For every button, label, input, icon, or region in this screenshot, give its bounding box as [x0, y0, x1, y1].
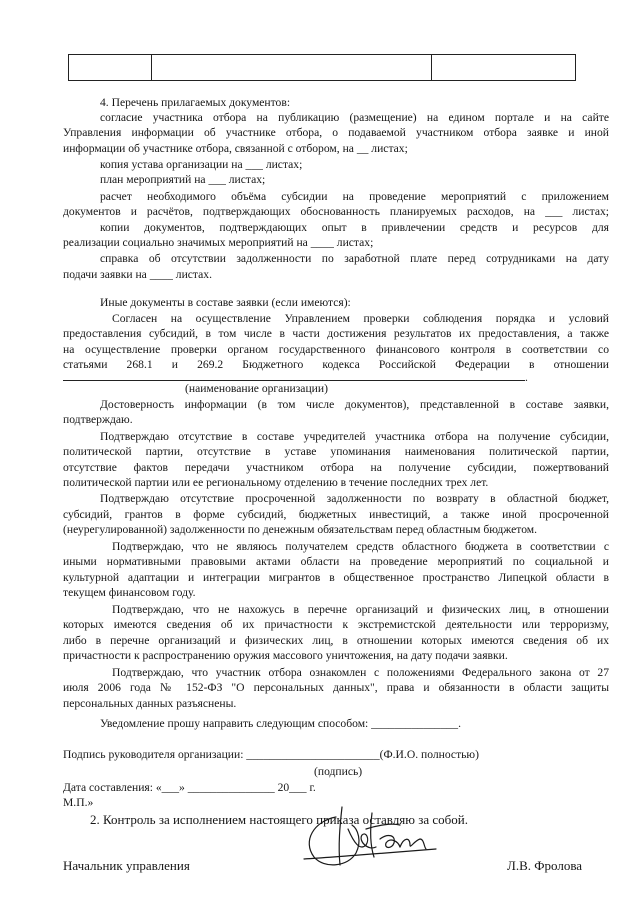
- stamp-mark: М.П.»: [63, 796, 94, 809]
- head-title: Начальник управления: [63, 858, 190, 873]
- debt-line: субсидий, грантов в форме субсидий, бюджетных инвестиций, а также иной просроченной: [63, 508, 609, 521]
- law-line: июля 2006 года № 152-ФЗ "О персональных данных", права и обязанности в области защиты: [63, 681, 609, 694]
- extremism-line: которых имеются сведения об их причастности к экстремистской деятельности или терроризму,: [63, 618, 609, 631]
- order-item-2: 2. Контроль за исполнением настоящего приказа оставляю за собой.: [90, 812, 468, 827]
- consent-line: предоставления субсидий, в том числе в части достижения результатов их предоставления, а также: [63, 327, 609, 340]
- date-line: Дата составления: «___» _______________ 20___ г.: [63, 781, 316, 794]
- parties-line: отсутствие фактов передачи участником отбора на получение субсидии, пожертвований: [63, 461, 609, 474]
- consent-line: на осуществление проверки органом государственного финансового контроля в соответствии со: [63, 343, 609, 356]
- debt-line: (неурегулированной) задолженности по денежным обязательствам перед областным бюджетом.: [63, 523, 538, 536]
- recipient-line: иными нормативными правовыми актами области на проведение мероприятий по социальной и: [63, 555, 609, 568]
- parties-line: политической партии, отсутствие в уставе упоминания наименования политической партии,: [63, 445, 609, 458]
- doc-list-line: расчет необходимого объёма субсидии на проведение мероприятий с приложением: [100, 190, 609, 203]
- doc-list-line: копии документов, подтверждающих опыт в привлечении средств и ресурсов для: [100, 221, 609, 234]
- other-docs-line: Иные документы в составе заявки (если имеются):: [100, 296, 351, 309]
- signature-line: Подпись руководителя организации: _______________________(Ф.И.О. полностью): [63, 748, 479, 761]
- doc-list-line: справка об отсутствии задолженности по заработной плате перед сотрудниками на дату: [100, 252, 609, 265]
- doc-list-line: план мероприятий на ___ листах;: [100, 173, 266, 186]
- doc-list-line: подачи заявки на ____ листах.: [63, 268, 212, 281]
- parties-line: политической партии или ее региональному отделению в течение последних трех лет.: [63, 476, 489, 489]
- doc-list-line: согласие участника отбора на публикацию (размещение) на едином портале и на сайте: [100, 111, 609, 124]
- extremism-line: либо в перечне организаций и физических лиц, в отношении которых имеются сведения об их: [63, 634, 609, 647]
- recipient-line: культурной адаптации и интеграции мигрантов в общественное пространство Липецкой области в: [63, 571, 609, 584]
- reliability-line: Достоверность информации (в том числе документов), представленной в составе заявки,: [100, 398, 609, 411]
- law-line: Подтверждаю, что участник отбора ознакомлен с положениями Федерального закона от 27: [112, 666, 609, 679]
- extremism-line: Подтверждаю, что не нахожусь в перечне организаций и физических лиц, в отношении: [112, 603, 609, 616]
- extremism-line: причастности к распространению оружия массового уничтожения, на дату подачи заявки.: [63, 649, 508, 662]
- signature-caption: (подпись): [314, 765, 363, 778]
- consent-line: статьями 268.1 и 269.2 Бюджетного кодекса Российской Федерации в отношении: [63, 358, 609, 371]
- org-name-blank: .: [63, 370, 609, 385]
- recipient-line: Подтверждаю, что не являюсь получателем средств областного бюджета в соответствии с: [112, 540, 609, 553]
- head-name: Л.В. Фролова: [507, 858, 583, 873]
- org-name-caption: (наименование организации): [185, 382, 328, 395]
- doc-list-line: реализации социально значимых мероприятий на ____ листах;: [63, 236, 374, 249]
- doc-list-line: документов и расчётов, подтверждающих обоснованность планируемых расходов, на ___ листах;: [63, 205, 609, 218]
- reliability-line: подтверждаю.: [63, 413, 133, 426]
- consent-line: Согласен на осуществление Управлением проверки соблюдения порядка и условий: [112, 312, 609, 325]
- parties-line: Подтверждаю отсутствие в составе учредителей участника отбора на получение субсидии,: [100, 430, 609, 443]
- handwritten-signature: [296, 795, 446, 875]
- table-fragment: [68, 54, 576, 81]
- section-heading: 4. Перечень прилагаемых документов:: [100, 96, 291, 109]
- notify-line: Уведомление прошу направить следующим способом: _______________.: [100, 717, 462, 730]
- doc-list-line: Управления информации об участнике отбора, о подаваемой участником отбора заявке и иной: [63, 126, 609, 139]
- doc-list-line: копия устава организации на ___ листах;: [100, 158, 303, 171]
- doc-list-line: информации об участнике отбора, связанной с отбором, на __ листах;: [63, 142, 408, 155]
- table-divider: [151, 55, 152, 80]
- law-line: персональных данных разъяснены.: [63, 697, 237, 710]
- debt-line: Подтверждаю отсутствие просроченной задолженности по возврату в областной бюджет,: [100, 492, 609, 505]
- table-divider: [431, 55, 432, 80]
- recipient-line: текущем финансовом году.: [63, 586, 196, 599]
